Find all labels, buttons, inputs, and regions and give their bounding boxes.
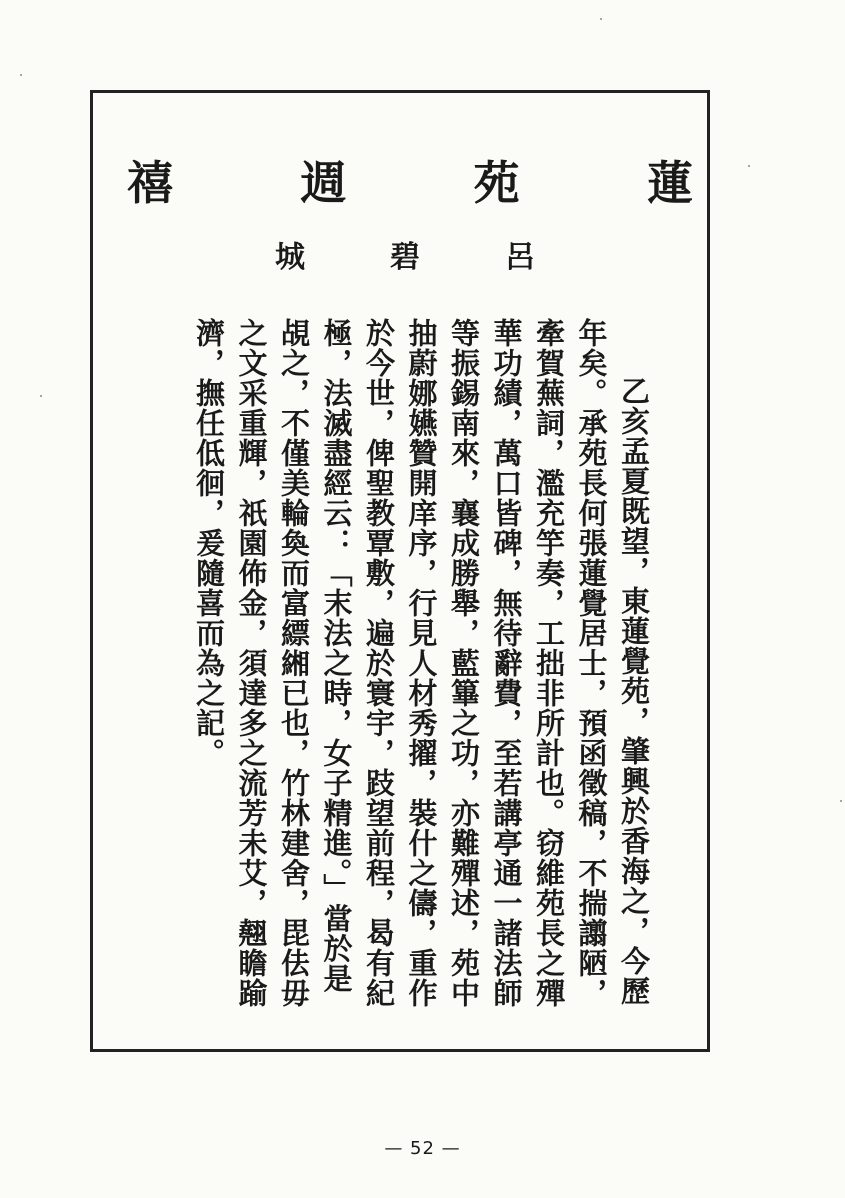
author-char: 呂 bbox=[505, 240, 535, 275]
speck bbox=[20, 74, 22, 76]
document-title bbox=[120, 156, 700, 210]
speck bbox=[40, 395, 42, 397]
title-char: 週 bbox=[300, 156, 347, 210]
author-name bbox=[270, 240, 540, 275]
title-char: 禧 bbox=[127, 156, 173, 210]
page-number: — 52 — bbox=[384, 1138, 461, 1159]
speck bbox=[840, 800, 842, 802]
title-char: 蓮 bbox=[646, 156, 693, 210]
author-char: 碧 bbox=[390, 240, 420, 275]
author-char: 城 bbox=[275, 240, 305, 275]
speck bbox=[600, 18, 602, 20]
speck bbox=[748, 165, 750, 167]
title-char: 苑 bbox=[473, 156, 520, 210]
body-text: 乙亥孟夏既望，東蓮覺苑，肇興於香海之，今歷年矣。承苑長何張蓮覺居士，預函徵稿，不揣譾陋，牽賀蕪詞，濫充竽奏，工拙非所計也。窃維苑長之殫華功績，萬口皆碑，無待辭費，至若講亭通一諸法師等振錫南來，襄成勝舉，藍篳之功，亦難殫述，苑中抽蔚娜嬿贊開庠序，行見人材秀擢，裝什之儔，重作於今世，俾聖教覃敷，遍於寰宇，跂望前程，曷有紀極，法滅盡經云：「末法之時，女子精進。」當於是覘之，不僅美輪奐而富縹緗已也，竹林建舍，毘佉毋之文采重輝，祇園佈金，須達多之流芳未艾，翹瞻踰濟，撫任低徊，爰隨喜而為之記。 bbox=[192, 318, 651, 1008]
